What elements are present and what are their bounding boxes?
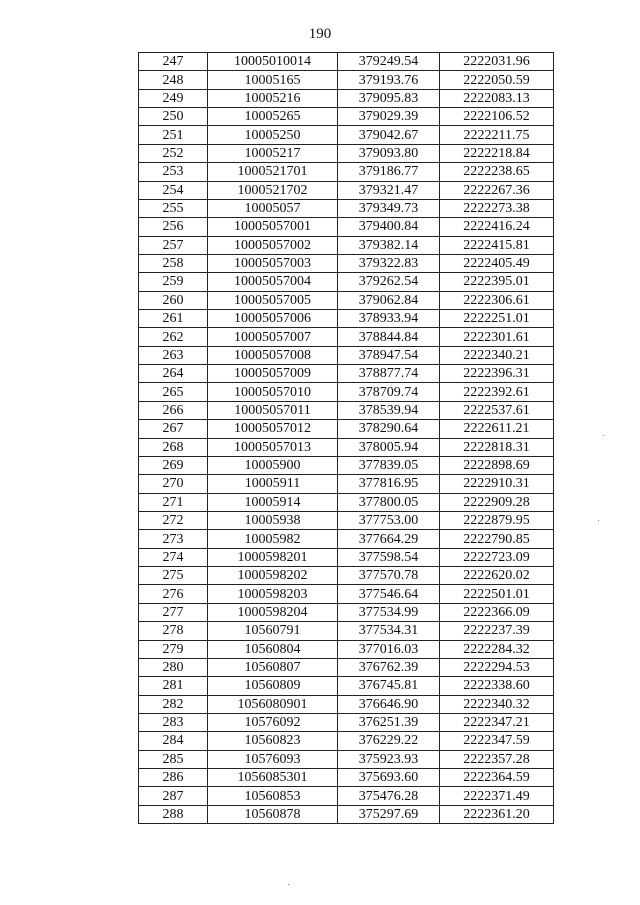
scan-speck: [603, 435, 604, 436]
y-coordinate-cell: 2222790.85: [440, 530, 554, 548]
x-coordinate-cell: 379042.67: [338, 126, 440, 144]
table-row: [139, 787, 554, 805]
y-coordinate-cell: 2222347.59: [440, 732, 554, 750]
point-number-cell: 279: [139, 640, 208, 658]
x-coordinate-cell: 377800.05: [338, 493, 440, 511]
y-coordinate-cell: 2222416.24: [440, 218, 554, 236]
point-number-cell: 260: [139, 291, 208, 309]
point-id-cell: 10005057001: [208, 218, 338, 236]
table-row: [139, 732, 554, 750]
y-coordinate-cell: 2222395.01: [440, 273, 554, 291]
x-coordinate-cell: 376229.22: [338, 732, 440, 750]
point-number-cell: 263: [139, 346, 208, 364]
y-coordinate-cell: 2222340.21: [440, 346, 554, 364]
x-coordinate-cell: 379093.80: [338, 144, 440, 162]
point-number-cell: 266: [139, 401, 208, 419]
point-id-cell: 10560823: [208, 732, 338, 750]
table-row: [139, 310, 554, 328]
table-row: [139, 236, 554, 254]
point-number-cell: 280: [139, 658, 208, 676]
point-id-cell: 10005057002: [208, 236, 338, 254]
point-number-cell: 264: [139, 365, 208, 383]
table-row: [139, 438, 554, 456]
y-coordinate-cell: 2222251.01: [440, 310, 554, 328]
point-id-cell: 10005057010: [208, 383, 338, 401]
point-number-cell: 283: [139, 713, 208, 731]
point-id-cell: 10005057004: [208, 273, 338, 291]
point-id-cell: 10005982: [208, 530, 338, 548]
table-row: [139, 622, 554, 640]
point-id-cell: 10560878: [208, 805, 338, 823]
point-id-cell: 10560791: [208, 622, 338, 640]
x-coordinate-cell: 379321.47: [338, 181, 440, 199]
y-coordinate-cell: 2222405.49: [440, 254, 554, 272]
point-number-cell: 274: [139, 548, 208, 566]
point-id-cell: 10560809: [208, 677, 338, 695]
x-coordinate-cell: 379400.84: [338, 218, 440, 236]
point-number-cell: 255: [139, 199, 208, 217]
point-number-cell: 250: [139, 108, 208, 126]
x-coordinate-cell: 379095.83: [338, 89, 440, 107]
x-coordinate-cell: 379062.84: [338, 291, 440, 309]
x-coordinate-cell: 375693.60: [338, 769, 440, 787]
coordinates-table: [138, 52, 554, 824]
table-row: [139, 658, 554, 676]
table-row: [139, 401, 554, 419]
table-row: [139, 603, 554, 621]
table-row: [139, 530, 554, 548]
point-id-cell: 10005911: [208, 475, 338, 493]
y-coordinate-cell: 2222611.21: [440, 420, 554, 438]
scan-speck: [598, 520, 599, 521]
table-row: [139, 548, 554, 566]
x-coordinate-cell: 378709.74: [338, 383, 440, 401]
point-number-cell: 254: [139, 181, 208, 199]
y-coordinate-cell: 2222273.38: [440, 199, 554, 217]
x-coordinate-cell: 377546.64: [338, 585, 440, 603]
x-coordinate-cell: 377016.03: [338, 640, 440, 658]
point-id-cell: 10005057009: [208, 365, 338, 383]
point-id-cell: 10005057007: [208, 328, 338, 346]
x-coordinate-cell: 379349.73: [338, 199, 440, 217]
point-number-cell: 247: [139, 53, 208, 71]
table-row: [139, 493, 554, 511]
x-coordinate-cell: 376251.39: [338, 713, 440, 731]
table-row: [139, 805, 554, 823]
point-number-cell: 249: [139, 89, 208, 107]
point-id-cell: 10005217: [208, 144, 338, 162]
point-id-cell: 1000521702: [208, 181, 338, 199]
y-coordinate-cell: 2222237.39: [440, 622, 554, 640]
point-number-cell: 282: [139, 695, 208, 713]
point-number-cell: 265: [139, 383, 208, 401]
point-id-cell: 10005057012: [208, 420, 338, 438]
point-number-cell: 270: [139, 475, 208, 493]
table-row: [139, 89, 554, 107]
point-id-cell: 10005265: [208, 108, 338, 126]
table-row: [139, 328, 554, 346]
point-id-cell: 10005216: [208, 89, 338, 107]
y-coordinate-cell: 2222818.31: [440, 438, 554, 456]
y-coordinate-cell: 2222031.96: [440, 53, 554, 71]
y-coordinate-cell: 2222723.09: [440, 548, 554, 566]
table-row: [139, 769, 554, 787]
point-id-cell: 1000598203: [208, 585, 338, 603]
y-coordinate-cell: 2222501.01: [440, 585, 554, 603]
y-coordinate-cell: 2222364.59: [440, 769, 554, 787]
point-number-cell: 285: [139, 750, 208, 768]
table-row: [139, 640, 554, 658]
point-number-cell: 253: [139, 163, 208, 181]
point-number-cell: 258: [139, 254, 208, 272]
y-coordinate-cell: 2222238.65: [440, 163, 554, 181]
table-row: [139, 346, 554, 364]
y-coordinate-cell: 2222361.20: [440, 805, 554, 823]
table-row: [139, 144, 554, 162]
table-row: [139, 511, 554, 529]
y-coordinate-cell: 2222371.49: [440, 787, 554, 805]
table-row: [139, 273, 554, 291]
point-number-cell: 251: [139, 126, 208, 144]
point-number-cell: 259: [139, 273, 208, 291]
table-row: [139, 218, 554, 236]
y-coordinate-cell: 2222083.13: [440, 89, 554, 107]
page-number: 190: [308, 26, 332, 42]
x-coordinate-cell: 379249.54: [338, 53, 440, 71]
y-coordinate-cell: 2222284.32: [440, 640, 554, 658]
x-coordinate-cell: 377664.29: [338, 530, 440, 548]
table-row: [139, 677, 554, 695]
x-coordinate-cell: 378947.54: [338, 346, 440, 364]
point-number-cell: 257: [139, 236, 208, 254]
point-number-cell: 273: [139, 530, 208, 548]
point-id-cell: 10576092: [208, 713, 338, 731]
point-id-cell: 10005057005: [208, 291, 338, 309]
point-id-cell: 1000521701: [208, 163, 338, 181]
point-number-cell: 287: [139, 787, 208, 805]
y-coordinate-cell: 2222898.69: [440, 456, 554, 474]
point-number-cell: 267: [139, 420, 208, 438]
table-row: [139, 695, 554, 713]
x-coordinate-cell: 378933.94: [338, 310, 440, 328]
x-coordinate-cell: 375923.93: [338, 750, 440, 768]
x-coordinate-cell: 376762.39: [338, 658, 440, 676]
y-coordinate-cell: 2222218.84: [440, 144, 554, 162]
point-number-cell: 271: [139, 493, 208, 511]
table-row: [139, 383, 554, 401]
x-coordinate-cell: 377534.31: [338, 622, 440, 640]
x-coordinate-cell: 378290.64: [338, 420, 440, 438]
table-row: [139, 750, 554, 768]
x-coordinate-cell: 378844.84: [338, 328, 440, 346]
table-row: [139, 254, 554, 272]
point-id-cell: 10560853: [208, 787, 338, 805]
table-row: [139, 456, 554, 474]
table-row: [139, 475, 554, 493]
y-coordinate-cell: 2222366.09: [440, 603, 554, 621]
point-number-cell: 248: [139, 71, 208, 89]
point-number-cell: 284: [139, 732, 208, 750]
x-coordinate-cell: 377534.99: [338, 603, 440, 621]
point-number-cell: 277: [139, 603, 208, 621]
point-id-cell: 10005057: [208, 199, 338, 217]
y-coordinate-cell: 2222392.61: [440, 383, 554, 401]
point-id-cell: 10005900: [208, 456, 338, 474]
point-id-cell: 10005250: [208, 126, 338, 144]
table-row: [139, 181, 554, 199]
x-coordinate-cell: 376646.90: [338, 695, 440, 713]
point-id-cell: 1056085301: [208, 769, 338, 787]
x-coordinate-cell: 377816.95: [338, 475, 440, 493]
table-row: [139, 365, 554, 383]
y-coordinate-cell: 2222050.59: [440, 71, 554, 89]
table-row: [139, 567, 554, 585]
point-id-cell: 10005057003: [208, 254, 338, 272]
point-id-cell: 1056080901: [208, 695, 338, 713]
x-coordinate-cell: 379029.39: [338, 108, 440, 126]
point-id-cell: 10560807: [208, 658, 338, 676]
x-coordinate-cell: 377753.00: [338, 511, 440, 529]
y-coordinate-cell: 2222106.52: [440, 108, 554, 126]
point-id-cell: 10005057006: [208, 310, 338, 328]
point-number-cell: 286: [139, 769, 208, 787]
point-number-cell: 288: [139, 805, 208, 823]
point-id-cell: 10005057011: [208, 401, 338, 419]
x-coordinate-cell: 378005.94: [338, 438, 440, 456]
table-row: [139, 53, 554, 71]
point-number-cell: 252: [139, 144, 208, 162]
point-id-cell: 10005914: [208, 493, 338, 511]
point-number-cell: 269: [139, 456, 208, 474]
x-coordinate-cell: 375297.69: [338, 805, 440, 823]
table-row: [139, 108, 554, 126]
x-coordinate-cell: 377598.54: [338, 548, 440, 566]
point-number-cell: 276: [139, 585, 208, 603]
point-id-cell: 10005057013: [208, 438, 338, 456]
table-row: [139, 420, 554, 438]
y-coordinate-cell: 2222267.36: [440, 181, 554, 199]
table-row: [139, 126, 554, 144]
table-row: [139, 713, 554, 731]
y-coordinate-cell: 2222211.75: [440, 126, 554, 144]
y-coordinate-cell: 2222415.81: [440, 236, 554, 254]
y-coordinate-cell: 2222347.21: [440, 713, 554, 731]
point-id-cell: 10005010014: [208, 53, 338, 71]
x-coordinate-cell: 377839.05: [338, 456, 440, 474]
y-coordinate-cell: 2222396.31: [440, 365, 554, 383]
y-coordinate-cell: 2222340.32: [440, 695, 554, 713]
table-row: [139, 71, 554, 89]
y-coordinate-cell: 2222910.31: [440, 475, 554, 493]
point-number-cell: 268: [139, 438, 208, 456]
x-coordinate-cell: 379382.14: [338, 236, 440, 254]
x-coordinate-cell: 379193.76: [338, 71, 440, 89]
point-id-cell: 10005165: [208, 71, 338, 89]
table-row: [139, 291, 554, 309]
table-row: [139, 163, 554, 181]
point-id-cell: 1000598204: [208, 603, 338, 621]
x-coordinate-cell: 379262.54: [338, 273, 440, 291]
point-number-cell: 261: [139, 310, 208, 328]
y-coordinate-cell: 2222294.53: [440, 658, 554, 676]
y-coordinate-cell: 2222357.28: [440, 750, 554, 768]
point-number-cell: 262: [139, 328, 208, 346]
point-number-cell: 275: [139, 567, 208, 585]
point-id-cell: 10005938: [208, 511, 338, 529]
point-id-cell: 10560804: [208, 640, 338, 658]
y-coordinate-cell: 2222537.61: [440, 401, 554, 419]
y-coordinate-cell: 2222301.61: [440, 328, 554, 346]
table-body: [139, 53, 554, 824]
scan-speck: [288, 884, 289, 885]
point-number-cell: 272: [139, 511, 208, 529]
x-coordinate-cell: 378877.74: [338, 365, 440, 383]
point-id-cell: 1000598201: [208, 548, 338, 566]
point-number-cell: 281: [139, 677, 208, 695]
x-coordinate-cell: 377570.78: [338, 567, 440, 585]
point-id-cell: 1000598202: [208, 567, 338, 585]
y-coordinate-cell: 2222909.28: [440, 493, 554, 511]
point-number-cell: 256: [139, 218, 208, 236]
table-row: [139, 199, 554, 217]
x-coordinate-cell: 378539.94: [338, 401, 440, 419]
x-coordinate-cell: 379186.77: [338, 163, 440, 181]
y-coordinate-cell: 2222306.61: [440, 291, 554, 309]
table-row: [139, 585, 554, 603]
y-coordinate-cell: 2222879.95: [440, 511, 554, 529]
point-id-cell: 10005057008: [208, 346, 338, 364]
point-id-cell: 10576093: [208, 750, 338, 768]
point-number-cell: 278: [139, 622, 208, 640]
y-coordinate-cell: 2222338.60: [440, 677, 554, 695]
y-coordinate-cell: 2222620.02: [440, 567, 554, 585]
x-coordinate-cell: 376745.81: [338, 677, 440, 695]
x-coordinate-cell: 375476.28: [338, 787, 440, 805]
x-coordinate-cell: 379322.83: [338, 254, 440, 272]
